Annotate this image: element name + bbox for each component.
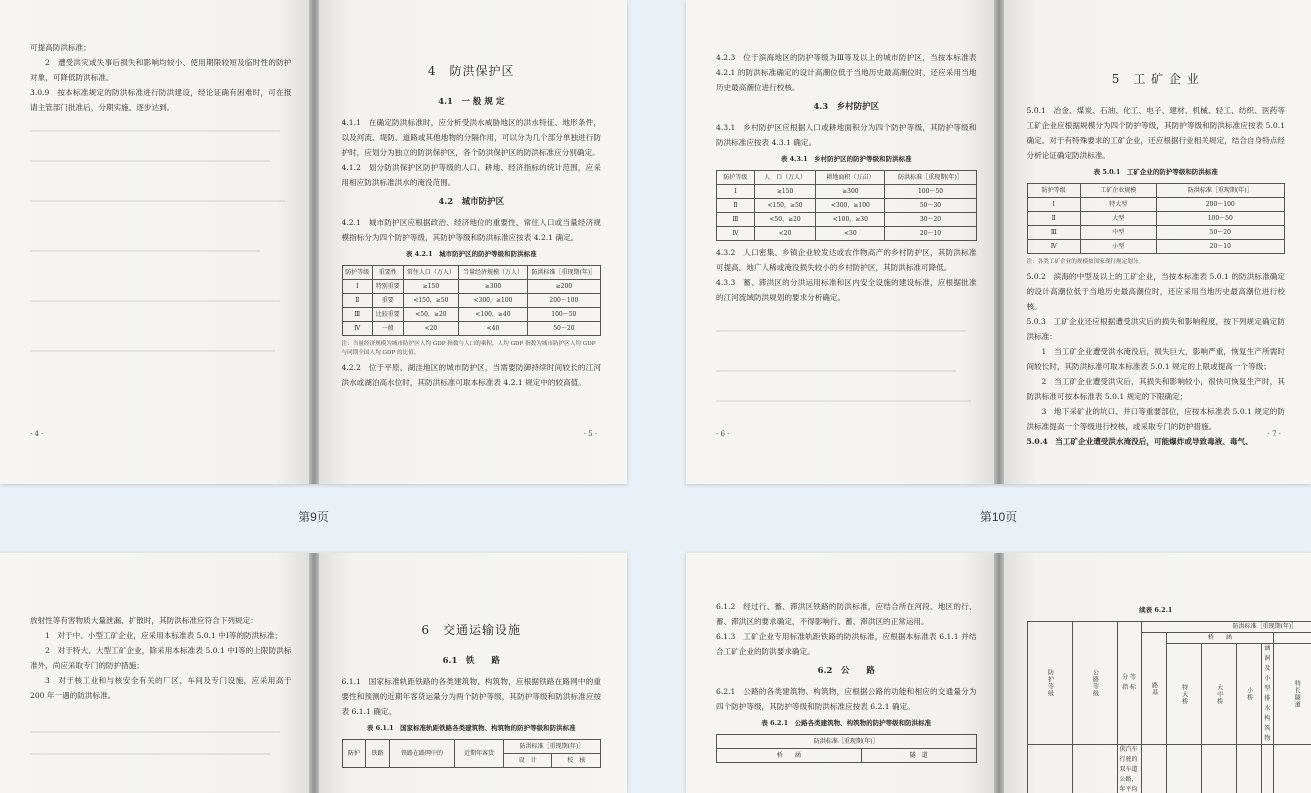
table-cell: <50，≥20 bbox=[403, 308, 459, 322]
table-cell: 200～100 bbox=[527, 294, 600, 308]
bleed-through-text bbox=[30, 731, 280, 733]
table-row bbox=[342, 294, 601, 308]
paragraph: 4.3.3 蓄、滞洪区的分洪运用标准和区内安全设施的建设标准，应根据批准的江河流域防洪规划的要求分析确定。 bbox=[716, 275, 977, 305]
list-item: 3 对于核工业和与核安全有关的厂区、车间及专门设施，应采用高于 200 年一遇的防洪标准。 bbox=[30, 673, 292, 703]
paragraph: 5.0.4 当工矿企业遭受洪水淹没后，可能爆炸或导致毒液、毒气、 bbox=[1027, 434, 1286, 449]
table-header: 防护等级 bbox=[1027, 622, 1072, 745]
right-page-5 bbox=[314, 0, 628, 484]
page-spread-12[interactable] bbox=[686, 553, 1311, 793]
paragraph: 5.0.2 滨海的中型及以上的工矿企业，当按本标准表 5.0.1 的防洪标准确定的设计高潮位低于当地历史最高潮位时，还应采用当地历史最高潮位进行校核。 bbox=[1027, 269, 1286, 314]
book-gutter bbox=[994, 553, 1004, 793]
bleed-through-text bbox=[716, 370, 956, 372]
section-title: 6.2 公 路 bbox=[716, 664, 977, 679]
table-header: 隧 道 bbox=[861, 749, 976, 763]
paragraph: 5.0.1 冶金、煤炭、石油、化工、电子、建材、机械、轻工、纺织、医药等工矿企业应根据规模分为四个防护等级，其防护等级和防洪标准应按表 5.0.1 确定。对于有特殊要求的工矿企业，还应根据行业相关规定，结合自身特点经分析论证确定防洪标准。 bbox=[1027, 103, 1286, 163]
paragraph: 6.1.2 经过行、蓄、滞洪区铁路的防洪标准，应结合所在河段、地区的行、蓄、滞洪区的要求确定，不得影响行、蓄、滞洪区的正常运用。 bbox=[716, 599, 977, 629]
table-cell: 20～10 bbox=[885, 227, 976, 241]
table-row bbox=[1027, 240, 1285, 254]
table-row bbox=[342, 308, 601, 322]
page-number: · 6 · bbox=[716, 430, 729, 438]
table-header: 涵洞及小型排水构筑物 bbox=[1261, 644, 1274, 745]
table-cell: ≥300 bbox=[459, 280, 527, 294]
table-cell: Ⅳ bbox=[342, 322, 373, 336]
bleed-through-text bbox=[30, 160, 270, 162]
table-cell: Ⅱ bbox=[342, 294, 373, 308]
table-cell: 200～100 bbox=[1156, 198, 1284, 212]
table-header: 防护等级 bbox=[342, 266, 373, 280]
table-cell: 100～50 bbox=[527, 308, 600, 322]
table-header: 特长隧道 bbox=[1274, 644, 1311, 745]
paragraph: 4.1.1 在确定防洪标准时，应分析受洪水威胁地区的洪水特征、地形条件，以及河流、堤防、道路或其他地物的分隔作用，可以分为几个部分单独进行防护时，应划分为独立的防洪保护区，各个防洪保护区的防洪标准应分别确定。 bbox=[342, 115, 602, 160]
section-title: 4.3 乡村防护区 bbox=[716, 100, 977, 115]
table-row bbox=[342, 322, 601, 336]
table-cell: 50～20 bbox=[1156, 226, 1284, 240]
table-caption: 表 5.0.1 工矿企业的防护等级和防洪标准 bbox=[1027, 165, 1286, 180]
table-cell: 中型 bbox=[1080, 226, 1156, 240]
table-caption: 表 6.1.1 国家标准轨距铁路各类建筑物、构筑物的防护等级和防洪标准 bbox=[342, 721, 602, 736]
table-cell: 20～10 bbox=[1156, 240, 1284, 254]
list-item: 1 对于中、小型工矿企业，应采用本标准表 5.0.1 中Ⅰ等的防洪标准； bbox=[30, 628, 292, 643]
table-cell: Ⅱ bbox=[1027, 212, 1080, 226]
table-header: 校 核 bbox=[552, 754, 601, 768]
paragraph: 4.1.2 划分防洪保护区防护等级的人口、耕地、经济指标的统计范围，应采用相应防洪标准洪水的淹没范围。 bbox=[342, 160, 602, 190]
table-cell bbox=[1072, 745, 1117, 793]
paragraph: 放射性等有害物质大量泄漏、扩散时，其防洪标准应符合下列规定： bbox=[30, 613, 292, 628]
table-header: 铁路 bbox=[366, 740, 390, 768]
table-row bbox=[717, 213, 977, 227]
table-cell: Ⅰ bbox=[717, 185, 755, 199]
table-header: 工矿企业规模 bbox=[1080, 184, 1156, 198]
page-spread-11[interactable] bbox=[0, 553, 627, 793]
table-row bbox=[717, 185, 977, 199]
chapter-title: 6 交通运输设施 bbox=[342, 623, 602, 638]
page-spread-10[interactable] bbox=[686, 0, 1311, 484]
section-title: 6.1 铁 路 bbox=[342, 654, 602, 669]
table-row bbox=[1027, 745, 1311, 793]
left-page-10 bbox=[686, 553, 999, 793]
table-note: 注：各类工矿企业的规模按国家现行规定划分。 bbox=[1027, 258, 1286, 267]
table-6-2-1-continued bbox=[1027, 621, 1311, 793]
table-header: 大中桥 bbox=[1201, 644, 1236, 745]
table-header: 防护 bbox=[342, 740, 366, 768]
table-cell: Ⅲ bbox=[342, 308, 373, 322]
table-cell bbox=[1201, 745, 1236, 793]
table-cell bbox=[1274, 745, 1311, 793]
text-line: 3.0.9 按本标准规定的防洪标准进行防洪建设，经论证确有困难时，可在报请主管部门批准后，分期实施、逐步达到。 bbox=[30, 85, 292, 115]
table-header: 防护等级 bbox=[1027, 184, 1080, 198]
table-row bbox=[717, 199, 977, 213]
table-header: 桥 涵 bbox=[717, 749, 862, 763]
table-cell: ≥150 bbox=[754, 185, 815, 199]
list-item: 1 当工矿企业遭受洪水淹没后，损失巨大，影响严重，恢复生产所需时间较长时，其防洪标准可取本标准表 5.0.1 规定的上限或提高一个等级； bbox=[1027, 344, 1286, 374]
bleed-through-text bbox=[30, 350, 275, 352]
table-cell: <150，≥50 bbox=[754, 199, 815, 213]
table-cell: ≥150 bbox=[403, 280, 459, 294]
paragraph: 4.3.2 人口密集、乡镇企业较发达或农作物高产的乡村防护区，其防洪标准可提高。地广人稀或淹没损失较小的乡村防护区，其防洪标准可降低。 bbox=[716, 245, 977, 275]
bleed-through-text bbox=[30, 130, 280, 132]
paragraph: 5.0.3 工矿企业还应根据遭受洪灾后的损失和影响程度，按下列规定确定防洪标准： bbox=[1027, 314, 1286, 344]
table-header: 桥 涵 bbox=[1166, 633, 1274, 644]
table-cell: Ⅲ bbox=[717, 213, 755, 227]
table-header bbox=[1274, 633, 1311, 644]
table-cell: 比较重要 bbox=[373, 308, 404, 322]
table-cell: ≥200 bbox=[527, 280, 600, 294]
table-header: 防洪标准［重现期(年)］ bbox=[503, 740, 600, 754]
table-cell: 大型 bbox=[1080, 212, 1156, 226]
book-gutter bbox=[309, 0, 319, 484]
table-cell: 供汽车行驶的双车道公路，年平均 bbox=[1117, 745, 1141, 793]
table-cell: 特大型 bbox=[1080, 198, 1156, 212]
table-cell: 100～50 bbox=[1156, 212, 1284, 226]
table-4-2-1 bbox=[342, 265, 602, 336]
table-4-3-1 bbox=[716, 170, 977, 241]
table-caption: 表 4.2.1 城市防护区的防护等级和防洪标准 bbox=[342, 247, 602, 262]
list-item: 3 地下采矿业的坑口、井口等重要部位，应按本标准表 5.0.1 规定的防洪标准提高一个等级进行校核，或采取专门的防护措施。 bbox=[1027, 404, 1286, 434]
table-cell: 一般 bbox=[373, 322, 404, 336]
list-item: 2 对于特大、大型工矿企业，除采用本标准表 5.0.1 中Ⅰ等的上限防洪标准外，尚应采取专门的防护措施； bbox=[30, 643, 292, 673]
table-cell: Ⅱ bbox=[717, 199, 755, 213]
table-cell: <100，≥40 bbox=[459, 308, 527, 322]
table-5-0-1 bbox=[1027, 183, 1286, 254]
chapter-title: 5 工 矿 企 业 bbox=[1027, 72, 1286, 87]
section-title: 4.2 城市防护区 bbox=[342, 195, 602, 210]
table-cell: Ⅰ bbox=[342, 280, 373, 294]
table-cell: 50～30 bbox=[885, 199, 976, 213]
table-cell: 小型 bbox=[1080, 240, 1156, 254]
table-header: 分 等 指 标 bbox=[1117, 622, 1141, 745]
paragraph: 4.2.1 城市防护区应根据政治、经济地位的重要性、常住人口或当量经济规模指标分为四个防护等级，其防护等级和防洪标准应按表 4.2.1 确定。 bbox=[342, 215, 602, 245]
bleed-through-text bbox=[716, 330, 966, 332]
table-cell: Ⅳ bbox=[1027, 240, 1080, 254]
table-header: 防洪标准［重现期(年)］ bbox=[1141, 622, 1311, 633]
paragraph: 6.1.3 工矿企业专用标准轨距铁路的防洪标准，应根据本标准表 6.1.1 并结合工矿企业的防洪要求确定。 bbox=[716, 629, 977, 659]
table-row bbox=[717, 227, 977, 241]
bleed-through-text bbox=[30, 300, 280, 302]
table-cell: 30～20 bbox=[885, 213, 976, 227]
table-cell: 100～50 bbox=[885, 185, 976, 199]
table-cell: 特别重要 bbox=[373, 280, 404, 294]
table-caption: 表 6.2.1 公路各类建筑物、构筑物的防护等级和防洪标准 bbox=[716, 716, 977, 731]
bleed-through-text bbox=[716, 400, 971, 402]
table-header: 防洪标准［重现期(年)］ bbox=[527, 266, 600, 280]
chapter-title: 4 防洪保护区 bbox=[342, 64, 602, 79]
table-header: 特大桥 bbox=[1166, 644, 1201, 745]
table-header: 重要性 bbox=[373, 266, 404, 280]
table-cell: <300，≥100 bbox=[459, 294, 527, 308]
table-header: 小桥 bbox=[1236, 644, 1261, 745]
table-row bbox=[1027, 212, 1285, 226]
book-gutter bbox=[994, 0, 1004, 484]
table-cell: ≥300 bbox=[816, 185, 885, 199]
list-item: 2 当工矿企业遭受洪灾后，其损失和影响较小，很快可恢复生产时，其防洪标准可按本标准表 5.0.1 规定的下限确定； bbox=[1027, 374, 1286, 404]
left-page-8 bbox=[0, 553, 314, 793]
table-header: 耕地面积（万亩） bbox=[816, 171, 885, 185]
table-cell: <20 bbox=[754, 227, 815, 241]
table-row bbox=[342, 280, 601, 294]
left-page-4 bbox=[0, 0, 314, 484]
table-cell bbox=[1236, 745, 1261, 793]
paragraph: 6.1.1 国家标准轨距铁路的各类建筑物、构筑物，应根据铁路在路网中的重要性和预测的近期年客货运量分为两个防护等级，其防护等级和防洪标准应按表 6.1.1 确定。 bbox=[342, 674, 602, 719]
table-cell bbox=[1141, 745, 1166, 793]
page-number: · 7 · bbox=[1268, 430, 1281, 438]
table-row bbox=[1027, 198, 1285, 212]
book-gutter bbox=[309, 553, 319, 793]
table-cell: 50～20 bbox=[527, 322, 600, 336]
table-cell: <150，≥50 bbox=[403, 294, 459, 308]
table-cell: <50，≥20 bbox=[754, 213, 815, 227]
right-page-9 bbox=[314, 553, 628, 793]
table-note: 注：当量经济规模为城市防护区人均 GDP 指数与人口的乘积，人均 GDP 指数为城市防护区人均 GDP 与同期全国人均 GDP 的比值。 bbox=[342, 340, 602, 358]
right-page-7 bbox=[999, 0, 1311, 484]
table-caption: 表 4.3.1 乡村防护区的防护等级和防洪标准 bbox=[716, 152, 977, 167]
table-header: 近期年客货 bbox=[455, 740, 504, 768]
table-cell bbox=[1261, 745, 1274, 793]
page-label[interactable]: 第10页 bbox=[686, 508, 1311, 525]
bleed-through-text bbox=[30, 250, 260, 252]
paragraph: 4.3.1 乡村防护区应根据人口或耕地面积分为四个防护等级，其防护等级和防洪标准应按表 4.3.1 确定。 bbox=[716, 120, 977, 150]
table-header: 防洪标准［重现期(年)］ bbox=[1156, 184, 1284, 198]
table-header: 设 计 bbox=[503, 754, 551, 768]
bleed-through-text bbox=[30, 200, 285, 202]
table-row bbox=[1027, 226, 1285, 240]
text-line: 可提高防洪标准； bbox=[30, 40, 292, 55]
table-header: 当量经济规模（万人） bbox=[459, 266, 527, 280]
page-number: · 4 · bbox=[30, 430, 43, 438]
table-cell: <30 bbox=[816, 227, 885, 241]
table-cell bbox=[1166, 745, 1201, 793]
table-header: 常住人口（万人） bbox=[403, 266, 459, 280]
bleed-through-text bbox=[30, 753, 270, 755]
section-title: 4.1 一 般 规 定 bbox=[342, 95, 602, 110]
table-caption: 续表 6.2.1 bbox=[1027, 603, 1286, 618]
page-label[interactable]: 第9页 bbox=[0, 508, 627, 525]
table-header: 人 口（万人） bbox=[754, 171, 815, 185]
table-cell: Ⅳ bbox=[717, 227, 755, 241]
paragraph: 6.2.1 公路的各类建筑物、构筑物，应根据公路的功能和相应的交通量分为四个防护等级，其防护等级和防洪标准应按表 6.2.1 确定。 bbox=[716, 684, 977, 714]
left-page-6 bbox=[686, 0, 999, 484]
page-number: · 5 · bbox=[584, 430, 597, 438]
table-cell: <300，≥100 bbox=[816, 199, 885, 213]
table-cell: <100，≥30 bbox=[816, 213, 885, 227]
table-cell bbox=[1027, 745, 1072, 793]
table-header: 防洪标准［重现期(年)］ bbox=[717, 735, 977, 749]
right-page-11 bbox=[999, 553, 1311, 793]
table-cell: <20 bbox=[403, 322, 459, 336]
table-header: 防洪标准［重现期(年)］ bbox=[885, 171, 976, 185]
table-6-1-1 bbox=[342, 739, 602, 768]
page-spread-9[interactable] bbox=[0, 0, 627, 484]
table-cell: <40 bbox=[459, 322, 527, 336]
table-cell: Ⅲ bbox=[1027, 226, 1080, 240]
text-line: 2 遭受洪灾或失事后损失和影响均较小、使用期限较短及临时性的防护对象，可降低防洪标准。 bbox=[30, 55, 292, 85]
table-header: 铁路在路网中的 bbox=[389, 740, 454, 768]
table-header: 防护等级 bbox=[717, 171, 755, 185]
table-header: 路基 bbox=[1141, 633, 1166, 745]
table-cell: 重要 bbox=[373, 294, 404, 308]
paragraph: 4.2.2 位于平原、湖洼地区的城市防护区，当需要防御持续时间较长的江河洪水或湖泊高水位时，其防洪标准可取本标准表 4.2.1 规定中的较高值。 bbox=[342, 360, 602, 390]
table-cell: Ⅰ bbox=[1027, 198, 1080, 212]
table-header: 公路等级 bbox=[1072, 622, 1117, 745]
paragraph: 4.2.3 位于滨海地区的防护等级为Ⅲ等及以上的城市防护区，当按本标准表 4.2.1 的防洪标准确定的设计高潮位低于当地历史最高潮位时，还应采用当地历史最高潮位进行校核。 bbox=[716, 50, 977, 95]
table-6-2-1 bbox=[716, 734, 977, 763]
